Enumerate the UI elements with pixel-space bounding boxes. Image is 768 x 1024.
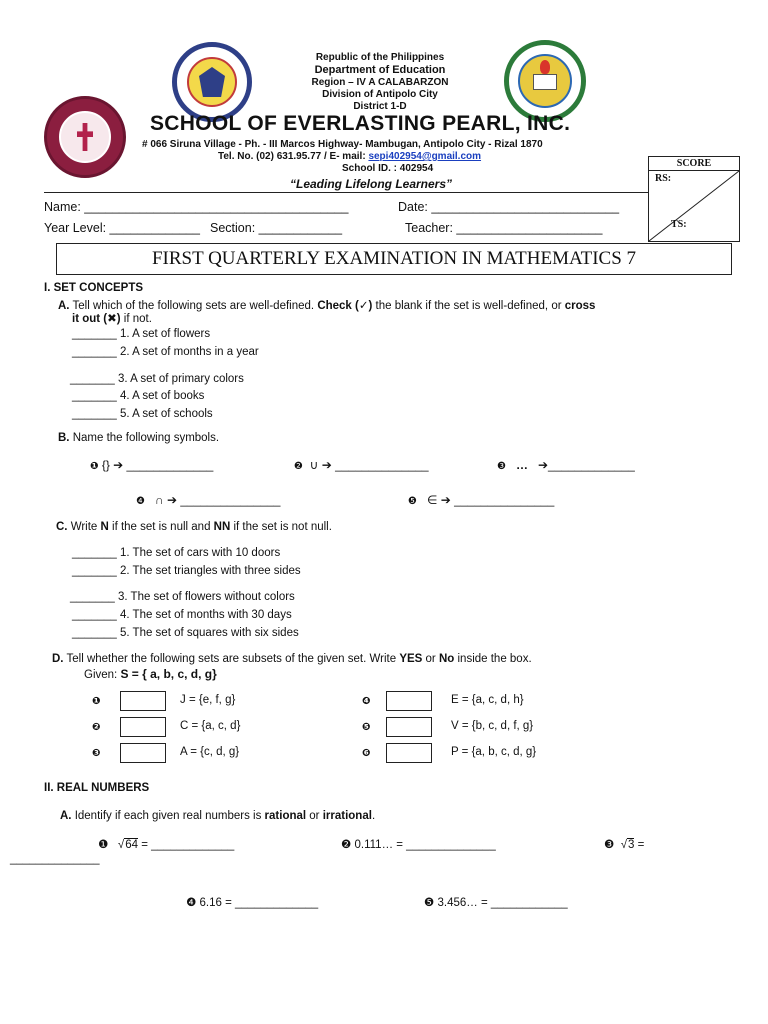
c-item-1[interactable]: _______ 1. The set of cars with 10 doors xyxy=(72,547,281,559)
p2-q2[interactable]: ❷ 0.111… = ______________ xyxy=(341,839,496,851)
b-item-4[interactable] xyxy=(136,493,280,507)
p2-q3-num: ❸ xyxy=(604,839,615,851)
d-num-1: ❶ xyxy=(92,696,101,707)
d-num-6: ❻ xyxy=(362,748,371,759)
d-set-6: P = {a, b, c, d, g} xyxy=(451,746,537,758)
header-department: Department of Education xyxy=(314,64,446,76)
c-item-2[interactable]: _______ 2. The set triangles with three sides xyxy=(72,565,301,577)
p2-q3-line: = xyxy=(634,839,645,851)
score-rs: RS: xyxy=(655,173,672,184)
year-level-field[interactable]: Year Level: _____________ xyxy=(44,221,200,235)
header-division: Division of Antipolo City xyxy=(322,89,438,100)
d-set-3: A = {c, d, g} xyxy=(180,746,240,758)
d-set-1: J = {e, f, g} xyxy=(180,694,236,706)
name-field[interactable]: Name: ______________________________________ xyxy=(44,200,349,214)
header-district: District 1-D xyxy=(353,101,407,112)
a-item-5[interactable]: _______ 5. A set of schools xyxy=(72,408,213,420)
c-w3: if the set is not null. xyxy=(230,521,332,533)
d-set-5: V = {b, c, d, f, g} xyxy=(451,720,534,732)
b-num-3: ❸ xyxy=(497,461,506,472)
school-name: SCHOOL OF EVERLASTING PEARL, INC. xyxy=(150,112,571,135)
school-seal xyxy=(44,96,126,178)
a-item-2[interactable]: _______ 2. A set of months in a year xyxy=(72,346,259,358)
b-item-1[interactable] xyxy=(90,458,213,472)
date-field[interactable]: Date: ___________________________ xyxy=(398,200,620,214)
p2-q1[interactable] xyxy=(98,837,234,851)
school-address: # 066 Siruna Village - Ph. - III Marcos Highway- Mambugan, Antipolo City - Rizal 1870 xyxy=(142,139,543,150)
part1-b-instruction xyxy=(58,432,219,444)
exam-title: FIRST QUARTERLY EXAMINATION IN MATHEMATICS 7 xyxy=(56,243,732,275)
c-n: N xyxy=(100,521,109,533)
p2a-label: A. xyxy=(60,810,72,822)
d-answer-box-5[interactable] xyxy=(386,717,432,737)
p2a-i1: Identify if each given real numbers is xyxy=(71,810,265,822)
score-ts: TS: xyxy=(671,219,687,230)
p2a-irrational: irrational xyxy=(322,810,372,822)
part1-a-instruction-cont xyxy=(72,311,152,325)
c-item-4[interactable]: _______ 4. The set of months with 30 days xyxy=(72,609,292,621)
d-no: No xyxy=(438,653,455,665)
d-i3: inside the box. xyxy=(454,653,532,665)
d-answer-box-2[interactable] xyxy=(120,717,166,737)
d-answer-box-4[interactable] xyxy=(386,691,432,711)
email-link[interactable]: sepi402954@gmail.com xyxy=(368,151,482,162)
d-given xyxy=(84,667,217,681)
a-label: A. xyxy=(58,300,70,312)
part1-a-instruction xyxy=(58,298,595,312)
school-motto: “Leading Lifelong Learners” xyxy=(290,177,453,191)
b-line-5: ➔ _______________ xyxy=(440,493,555,507)
c-label: C. xyxy=(56,521,68,533)
d-num-3: ❸ xyxy=(92,748,101,759)
c-item-3[interactable]: _______ 3. The set of flowers without colors xyxy=(70,591,295,603)
d-answer-box-3[interactable] xyxy=(120,743,166,763)
c-w2: if the set is null and xyxy=(108,521,214,533)
d-yes: YES xyxy=(399,653,423,665)
b-sym-5: ∈ xyxy=(426,493,438,507)
p2-q4[interactable]: ❹ 6.16 = _____________ xyxy=(186,897,319,909)
tel-text: Tel. No. (02) 631.95.77 / E- mail: xyxy=(218,151,369,162)
part1-c-instruction xyxy=(56,521,332,533)
p2-q1-line: = _____________ xyxy=(138,839,235,851)
a-instr2: the blank if the set is well-defined, or xyxy=(372,300,565,312)
part1-heading: I. SET CONCEPTS xyxy=(44,282,144,294)
d-num-4: ❹ xyxy=(362,696,371,707)
a-check: Check (✓) xyxy=(317,300,373,312)
header-region: Region – IV A CALABARZON xyxy=(311,77,449,88)
header-divider xyxy=(44,192,648,193)
section-field[interactable]: Section: ____________ xyxy=(210,221,343,235)
p2-q3-rad: 3 xyxy=(628,839,635,851)
sqrt-symbol: √3 xyxy=(620,839,635,851)
score-box xyxy=(648,156,740,242)
b-instr: Name the following symbols. xyxy=(69,432,220,444)
score-title: SCORE xyxy=(649,157,739,171)
part2-heading: II. REAL NUMBERS xyxy=(44,782,150,794)
part2-a-instruction xyxy=(60,810,375,822)
a-item-3[interactable]: _______ 3. A set of primary colors xyxy=(70,373,244,385)
b-item-5[interactable] xyxy=(408,493,554,507)
teacher-field[interactable]: Teacher: _____________________ xyxy=(405,221,603,235)
p2-q5[interactable]: ❺ 3.456… = ____________ xyxy=(424,897,568,909)
b-sym-2: ∪ xyxy=(309,458,319,472)
p2a-rational: rational xyxy=(264,810,307,822)
d-set-4: E = {a, c, d, h} xyxy=(451,694,524,706)
d-answer-box-1[interactable] xyxy=(120,691,166,711)
sqrt-symbol: √64 xyxy=(117,839,139,851)
a-item-1[interactable]: _______ 1. A set of flowers xyxy=(72,328,211,340)
b-num-4: ❹ xyxy=(136,496,145,507)
d-i1: Tell whether the following sets are subsets of the given set. Write xyxy=(63,653,400,665)
school-contact xyxy=(218,151,481,162)
d-i2: or xyxy=(422,653,439,665)
d-answer-box-6[interactable] xyxy=(386,743,432,763)
c-nn: NN xyxy=(213,521,231,533)
part1-d-instruction xyxy=(52,653,532,665)
d-given-set: S = { a, b, c, d, g} xyxy=(120,667,217,681)
b-sym-1: {} xyxy=(101,458,110,472)
b-label: B. xyxy=(58,432,70,444)
b-sym-4: ∩ xyxy=(154,493,164,507)
b-sym-3: … xyxy=(515,458,528,472)
p2a-i2: or xyxy=(306,810,323,822)
d-num-5: ❺ xyxy=(362,722,371,733)
a-cross2: it out (✖) xyxy=(72,313,121,325)
b-num-2: ❷ xyxy=(294,461,303,472)
b-line-2: ➔ ______________ xyxy=(321,458,429,472)
b-num-5: ❺ xyxy=(408,496,417,507)
c-item-5[interactable]: _______ 5. The set of squares with six sides xyxy=(72,627,299,639)
b-line-1: ➔ _____________ xyxy=(113,458,214,472)
d-label: D. xyxy=(52,653,64,665)
p2a-i3: . xyxy=(371,810,376,822)
b-num-1: ❶ xyxy=(90,461,99,472)
school-id: School ID. : 402954 xyxy=(342,163,434,174)
header-republic: Republic of the Philippines xyxy=(315,52,445,63)
d-given-label: Given: xyxy=(84,669,121,681)
a-cross: cross xyxy=(564,300,596,312)
a-instr3: if not. xyxy=(120,313,152,325)
b-item-2[interactable] xyxy=(294,458,429,472)
d-set-2: C = {a, c, d} xyxy=(180,720,241,732)
p2-q3[interactable] xyxy=(604,837,644,851)
p2-q1-rad: 64 xyxy=(125,839,139,851)
p2-q1-num: ❶ xyxy=(98,839,109,851)
b-line-3: ➔_____________ xyxy=(538,458,635,472)
a-item-4[interactable]: _______ 4. A set of books xyxy=(72,390,205,402)
a-instr1: Tell which of the following sets are well-defined. xyxy=(69,300,318,312)
b-item-3[interactable] xyxy=(497,458,635,472)
d-num-2: ❷ xyxy=(92,722,101,733)
p2-q3-cont[interactable]: ______________ xyxy=(10,853,100,865)
c-w1: Write xyxy=(67,521,101,533)
b-line-4: ➔ _______________ xyxy=(166,493,281,507)
